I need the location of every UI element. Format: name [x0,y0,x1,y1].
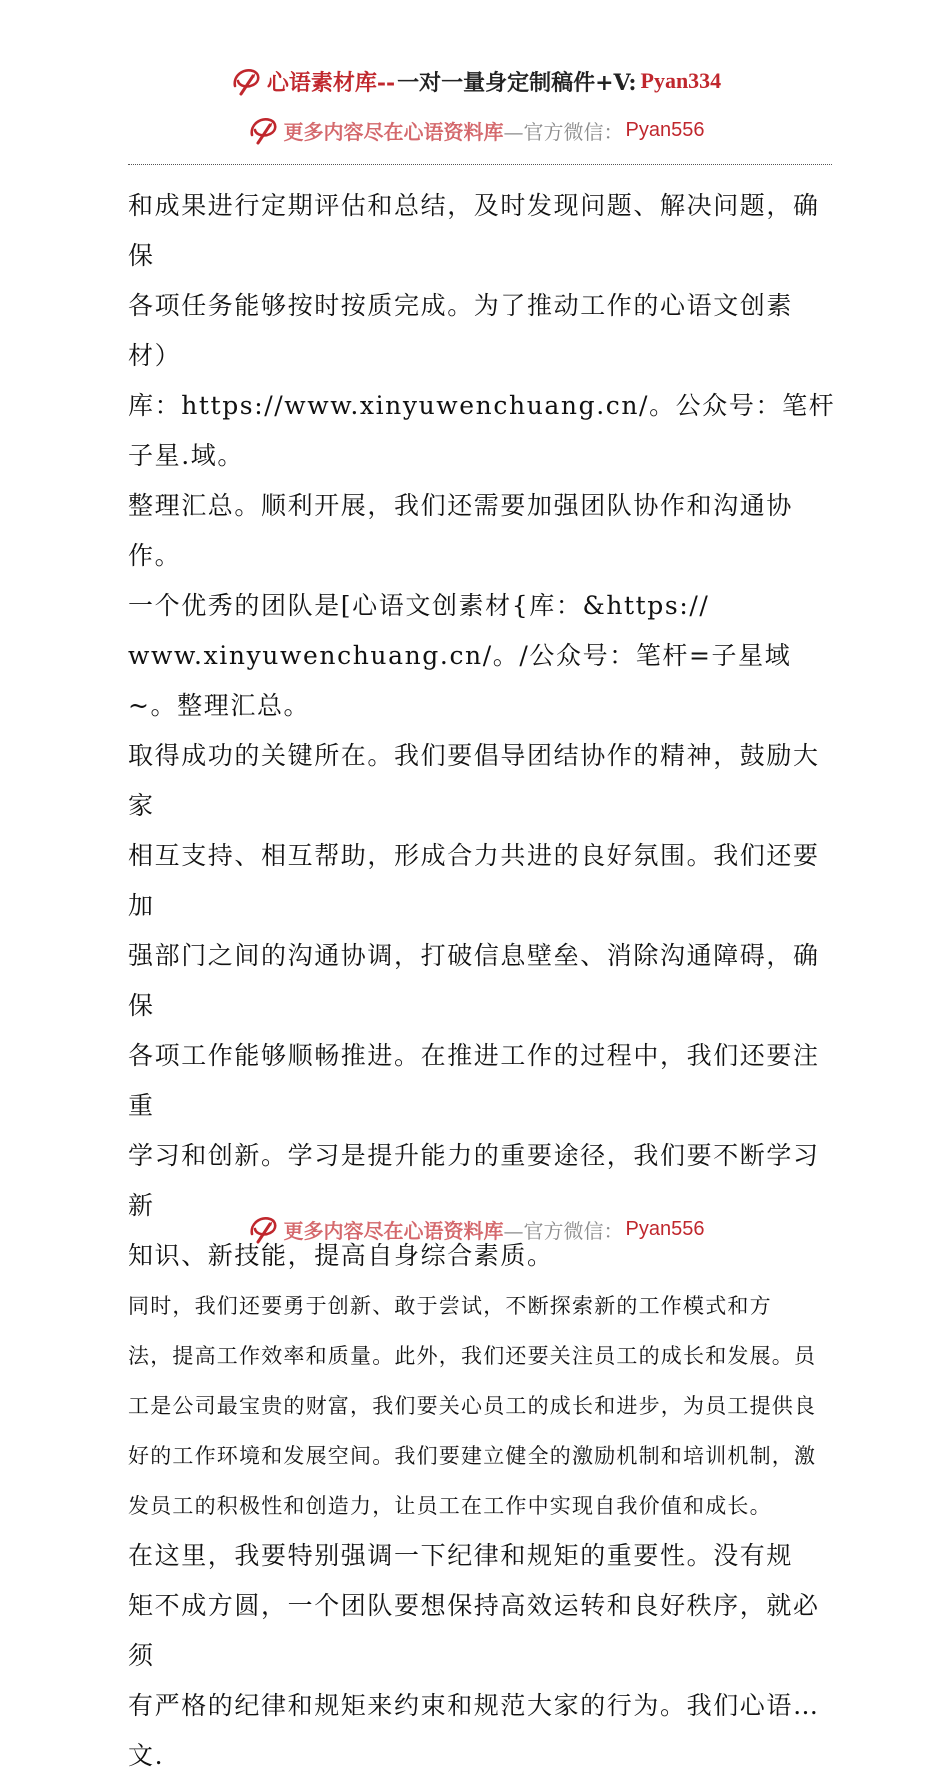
banner-contact-id: Pyan556 [625,118,705,141]
header-contact-id: Pyan334 [640,68,722,93]
document-body [128,181,838,1781]
bottom-promo-banner [0,1212,950,1246]
banner-official-label: —官方微信： [503,1218,624,1243]
header-service-text: 一对一量身定制稿件+V: [397,69,637,96]
banner-contact-id: Pyan556 [625,1217,705,1240]
banner-main-text: 更多内容尽在心语资料库 [283,1218,504,1243]
body-paragraph-2: 同时，我们还要勇于创新、敢于尝试，不断探索新的工作模式和方 法，提高工作效率和质量。此外，我们还要关注员工的成长和发展。员 工是公司最宝贵的财富，我们要关心员工的成长和进步，为员工提供良 好的工作环境和发展空间。我们要建立健全的激励机制和培训机制，激 发员工的积极性和创造力，让员工在工作中实现自我价值和成长。 [128,1294,817,1518]
pen-swirl-logo-icon [246,1212,280,1246]
body-paragraph-3: 在这里，我要特别强调一下纪律和规矩的重要性。没有规 矩不成方圆，一个团队要想保持高效运转和良好秩序，就必须 有严格的纪律和规矩来约束和规范大家的行为。我们心语…文. [128,1541,820,1770]
top-promo-banner [0,113,950,147]
body-paragraph-1: 和成果进行定期评估和总结，及时发现问题、解决问题，确保 各项任务能够按时按质完成。为了推动工作的心语文创素材） 库：https://www.xinyuwenchuang.cn/。公众号：笔杆子星.域。 整理汇总。顺利开展，我们还需要加强团队协作和沟通协作。 一个优秀的团队是[心语文创素材{库：&https:// www.xinyuwenchuang.cn/。/公众号：笔杆=子星域~。整理汇总。 取得成功的关键所在。我们要倡导团结协作的精神，鼓励大家 相互支持、相互帮助，形成合力共进的良好氛围。我们还要加 强部门之间的沟通协调，打破信息壁垒、消除沟通障碍，确保 各项工作能够顺畅推进。在推进工作的过程中，我们还要注重 学习和创新。学习是提升能力的重要途径，我们要不断学习新 知识、新技能，提高自身综合素质。 [128,191,836,1270]
header-divider [128,164,832,165]
pen-swirl-logo-icon [246,113,280,147]
banner-main-text: 更多内容尽在心语资料库 [283,119,504,144]
header-brand-text: 心语素材库-- [266,69,396,96]
document-header [0,64,950,98]
pen-swirl-logo-icon [229,64,263,98]
banner-official-label: —官方微信： [503,119,624,144]
